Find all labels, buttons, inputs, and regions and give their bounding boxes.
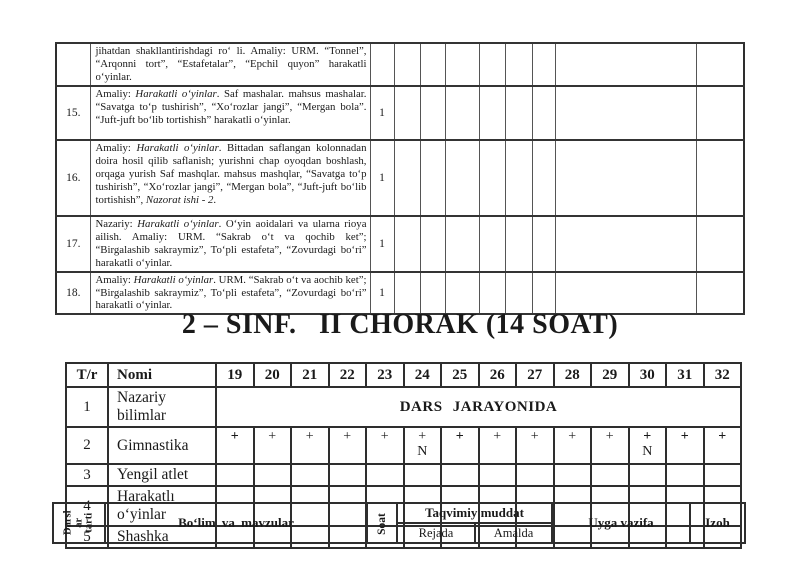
empty-cell [696,86,744,140]
schedule-row [66,387,741,427]
schedule-row-label: Shashka [108,526,216,548]
plus-mark: + [343,429,352,444]
empty-cell [696,140,744,216]
schedule-mark-cell [479,427,517,464]
lesson-row [56,272,744,315]
lesson-text-italic-run: Nazorat ishi - 2 [145,193,214,206]
empty-cell [420,43,445,86]
week-number-header: 32 [704,363,742,387]
empty-cell [696,216,744,272]
schedule-mark-cell [666,464,704,486]
schedule-row-number: 3 [66,464,108,486]
schedule-merged-cell: DARS JARAYONIDA [216,387,741,427]
schedule-row-number: 2 [66,427,108,464]
week-number-header: 20 [254,363,292,387]
lesson-text-cell [90,216,370,272]
empty-cell [479,86,505,140]
lesson-text-run: Amaliy: [95,142,137,154]
schedule-mark-cell [441,427,479,464]
empty-cell [420,216,445,272]
schedule-mark-cell [591,464,629,486]
lesson-hours-cell [370,43,394,86]
empty-cell [555,272,696,315]
empty-cell [445,272,479,315]
week-number-header: 21 [291,363,329,387]
plus-mark: + [568,429,577,444]
empty-cell [532,140,555,216]
week-number-header: 25 [441,363,479,387]
schedule-mark-cell [629,464,667,486]
empty-cell [532,272,555,315]
lesson-hours-cell: 1 [370,140,394,216]
section-title: 2 – SINF. II CHORAK (14 SOAT) [181,309,619,340]
week-number-header: 19 [216,363,254,387]
schedule-mark-cell [516,427,554,464]
schedule-mark-cell [329,464,367,486]
schedule-header-row [66,363,741,387]
footer-header-table [52,502,746,544]
empty-cell [445,86,479,140]
week-number-header: 24 [404,363,442,387]
lesson-hours-cell: 1 [370,272,394,315]
week-number-header: 28 [554,363,592,387]
lesson-text-italic-run: Harakatli o‘yinlar [133,273,214,286]
schedule-row-label: Yengil atlet [108,464,216,486]
empty-cell [445,140,479,216]
dars-tartibi-line: Darsl [62,510,74,535]
plus-mark: + [718,429,727,444]
lesson-text-run: . Bittadan saflangan kolonnadan doira hosil qilib saflanish; yurishni chap oyoqdan boshlash, orqaga yurish Saf mashqlar. mahsus mashqlar, “Savatga to‘p tushirish”, “Xo‘rozlar jangi”, “Mergan bola”, “Juft-juft bo‘lib tortishish”, [95,142,367,206]
empty-cell [420,140,445,216]
lesson-number-cell: 18. [56,272,90,315]
schedule-row-label: Nazariy bilimlar [108,387,216,427]
n-mark: N [417,444,428,459]
tr-column-header: T/r [66,363,108,387]
empty-cell [394,43,420,86]
lesson-row [56,140,744,216]
schedule-mark-cell [254,427,292,464]
plus-mark: + [380,429,389,444]
empty-cell [505,216,532,272]
empty-cell [445,216,479,272]
schedule-row-number: 5 [66,526,108,548]
empty-cell [505,43,532,86]
lesson-text-italic-run: Harakatli o‘yinlar [137,218,219,230]
empty-cell [555,140,696,216]
nomi-column-header: Nomi [108,363,216,387]
plus-mark: + [418,429,427,444]
schedule-mark-cell [516,464,554,486]
empty-cell [505,140,532,216]
schedule-mark-cell [554,464,592,486]
plus-mark: + [530,429,539,444]
schedule-mark-cell [404,427,442,464]
lesson-text-cell [90,140,370,216]
empty-cell [394,140,420,216]
plus-mark: + [455,429,464,444]
schedule-row [66,464,741,486]
empty-cell [420,86,445,140]
uyga-vazifa-header: Uyga vazifa [552,503,690,543]
empty-cell [505,86,532,140]
empty-cell [505,272,532,315]
empty-cell [479,43,505,86]
schedule-mark-cell [216,464,254,486]
week-number-header: 31 [666,363,704,387]
plus-mark: + [643,429,652,444]
schedule-mark-cell [554,427,592,464]
schedule-mark-cell [479,464,517,486]
dars-tartibi-cell [53,503,105,543]
schedule-mark-cell [704,427,742,464]
schedule-row-label: Harakatlı o‘yinlar [108,486,216,526]
schedule-mark-cell [291,464,329,486]
plus-mark: + [268,429,277,444]
bolim-mavzular-header: Bo‘lim va mavzular [105,503,367,543]
empty-cell [479,272,505,315]
empty-cell [532,216,555,272]
lesson-number-cell [56,43,90,86]
empty-cell [479,216,505,272]
empty-cell [394,216,420,272]
schedule-mark-cell [254,464,292,486]
schedule-mark-cell [704,464,742,486]
soat-cell [367,503,397,543]
empty-cell [696,272,744,315]
schedule-row [66,427,741,464]
schedule-mark-cell [366,464,404,486]
week-number-header: 29 [591,363,629,387]
dars-tartibi-vertical-label [63,511,95,536]
lesson-row [56,43,744,86]
plus-mark: + [680,429,689,444]
plus-mark: + [605,429,614,444]
schedule-row-number: 1 [66,387,108,427]
week-number-header: 27 [516,363,554,387]
dars-tartibi-line: tarti [83,512,95,533]
lesson-text-run: . URM. “Sakrab o‘t va aochib ket”; “Birgalashib sakraymiz”, To‘pli estafeta”, “Zovurdagi bo‘ri” harakatli o‘yinlar. [95,273,367,312]
schedule-mark-cell [629,427,667,464]
empty-cell [479,140,505,216]
empty-cell [394,86,420,140]
schedule-row-label: Gimnastika [108,427,216,464]
lesson-hours-cell: 1 [370,216,394,272]
schedule-mark-cell [291,427,329,464]
empty-cell [532,43,555,86]
week-number-header: 26 [479,363,517,387]
lesson-number-cell: 16. [56,140,90,216]
schedule-mark-cell [329,427,367,464]
lesson-text-cell [90,43,370,86]
empty-cell [394,272,420,315]
plus-mark: + [305,429,314,444]
schedule-mark-cell [591,427,629,464]
lesson-text-italic-run: Harakatli o‘yinlar [136,142,219,154]
lesson-text-cell [90,86,370,140]
lesson-text-run: jihatdan shakllantirishdagi ro‘ li. Amaliy: URM. “Tonnel”, “Arqonni tort”, “Estafetalar”, “Epchil quyon” harakatli o‘yinlar. [95,45,367,83]
week-number-header: 22 [329,363,367,387]
plus-mark: + [493,429,502,444]
rejada-header: Rejada [397,523,475,543]
lesson-row [56,86,744,140]
lesson-text-run: . [213,193,217,206]
lesson-plan-table [55,42,745,315]
lesson-hours-cell: 1 [370,86,394,140]
lesson-text-run: . O‘yin aoidalari va ularna rioya ailish. Amaliy: URM. “Sakrab o‘t va qochib ket”; “Birgalashib sakraymiz”, To‘pli estafeta”, “Zovurdagi bo‘ri” harakatli o‘yinlar. [95,218,367,269]
empty-cell [555,86,696,140]
empty-cell [555,216,696,272]
lesson-text-run: . Saf mashalar. mahsus mashalar. “Savatga to‘p tushirish”, “Xo‘rozlar jangi”, “Mergan bola”. “Juft-juft bo‘lib tortishish” harakatli o‘yinlar. [95,88,367,126]
schedule-row-number: 4 [66,486,108,526]
lesson-number-cell: 15. [56,86,90,140]
schedule-mark-cell [366,427,404,464]
empty-cell [555,43,696,86]
schedule-mark-cell [216,427,254,464]
week-number-header: 23 [366,363,404,387]
lesson-number-cell: 17. [56,216,90,272]
lesson-plan-body [56,43,744,314]
lesson-text-run: Amaliy: [95,88,136,100]
lesson-text-run: Amaliy: [95,273,134,286]
n-mark: N [642,444,653,459]
izoh-header: Izoh [690,503,745,543]
empty-cell [696,43,744,86]
empty-cell [532,86,555,140]
schedule-mark-cell [666,427,704,464]
lesson-text-cell [90,272,370,315]
amalda-header: Amalda [475,523,552,543]
footer-header-row-top [53,503,745,523]
empty-cell [420,272,445,315]
soat-vertical-label: Soat [375,513,388,535]
lesson-text-run: Nazariy: [95,218,138,230]
lesson-text-italic-run: Harakatli o‘yinlar [135,88,217,100]
lesson-row [56,216,744,272]
taqvimiy-muddat-header: Taqvimiy muddat [397,503,552,523]
schedule-mark-cell [441,464,479,486]
week-number-header: 30 [629,363,667,387]
empty-cell [445,43,479,86]
plus-mark: + [230,429,239,444]
schedule-mark-cell [404,464,442,486]
dars-tartibi-line: ar [72,517,84,528]
